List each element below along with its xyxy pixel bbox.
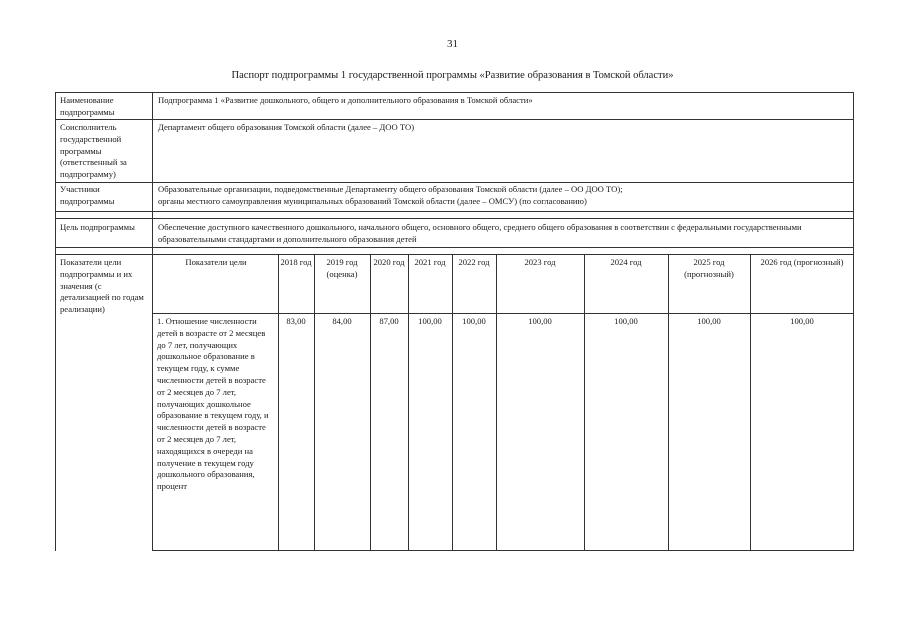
column-divider — [408, 254, 409, 551]
year-header-2025: 2025 год (прогнозный) — [684, 257, 734, 279]
row-divider — [55, 211, 854, 212]
co-executor-value: Департамент общего образования Томской области (далее – ДОО ТО) — [158, 122, 415, 132]
indicator-value-2023: 100,00 — [528, 316, 552, 326]
subprogram-name-value: Подпрограмма 1 «Развитие дошкольного, общего и дополнительного образования в Томской области» — [158, 95, 533, 105]
year-header-2019: 2019 год (оценка) — [326, 257, 358, 279]
indicator-name: 1. Отношение численности детей в возрасте от 2 месяцев до 7 лет, получающих дошкольное образование в текущем году, к сумме численности детей в возрасте от 2 месяцев до 7 лет, получающих дошкольное образование в текущем году, и численности детей в возрасте от 2 месяцев до 7 лет, находящихся в очереди на получение в текущем году дошкольного образования, процент — [157, 316, 269, 492]
indicator-value-2022: 100,00 — [462, 316, 486, 326]
row-divider — [55, 247, 854, 248]
column-divider — [278, 254, 279, 551]
indicator-column-header: Показатели цели — [185, 257, 247, 267]
indicator-header-divider — [152, 313, 854, 314]
year-header-2021: 2021 год — [414, 257, 446, 267]
indicator-value-2021: 100,00 — [418, 316, 442, 326]
indicator-value-2020: 87,00 — [379, 316, 399, 326]
co-executor-label: Соисполнитель государственной программы (ответственный за подпрограмму) — [60, 122, 127, 180]
row-divider — [55, 182, 854, 183]
year-header-2024: 2024 год — [610, 257, 642, 267]
label-column-divider — [152, 92, 153, 551]
column-divider — [452, 254, 453, 551]
table-border-bottom — [152, 550, 854, 551]
column-divider — [370, 254, 371, 551]
indicator-value-2026: 100,00 — [790, 316, 814, 326]
participants-value-line-1: Образовательные организации, подведомственные Департаменту общего образования Томской области (далее – ОО ДОО ТО); — [158, 184, 623, 194]
column-divider — [750, 254, 751, 551]
indicators-label: Показатели цели подпрограммы и их значения (с детализацией по годам реализации) — [60, 257, 144, 315]
column-divider — [668, 254, 669, 551]
year-header-2020: 2020 год — [373, 257, 405, 267]
indicator-value-2019: 84,00 — [332, 316, 352, 326]
participants-value-line-2: органы местного самоуправления муниципальных образований Томской области (далее – ОМСУ) (по согласованию) — [158, 196, 587, 206]
page-number: 31 — [447, 38, 458, 50]
table-border-top — [55, 92, 854, 93]
indicator-value-2024: 100,00 — [614, 316, 638, 326]
year-header-2022: 2022 год — [458, 257, 490, 267]
indicator-value-2025: 100,00 — [697, 316, 721, 326]
document-title: Паспорт подпрограммы 1 государственной программы «Развитие образования в Томской области» — [231, 70, 674, 81]
indicator-value-2018: 83,00 — [286, 316, 306, 326]
goal-label: Цель подпрограммы — [60, 222, 135, 232]
row-divider — [55, 119, 854, 120]
year-header-2026: 2026 год (прогнозный) — [760, 257, 844, 267]
column-divider — [584, 254, 585, 551]
row-divider — [55, 218, 854, 219]
column-divider — [496, 254, 497, 551]
goal-value: Обеспечение доступного качественного дошкольного, начального общего, основного общего, среднего общего образования в соответствии с федеральными государственными образовательными стандартами и дополнительного образования детей — [158, 222, 802, 244]
table-border-left — [55, 92, 56, 551]
year-header-2023: 2023 год — [524, 257, 556, 267]
subprogram-name-label: Наименование подпрограммы — [60, 95, 115, 117]
participants-label: Участники подпрограммы — [60, 184, 115, 206]
row-divider — [55, 254, 854, 255]
year-header-2018: 2018 год — [280, 257, 312, 267]
table-border-right — [853, 92, 854, 551]
column-divider — [314, 254, 315, 551]
